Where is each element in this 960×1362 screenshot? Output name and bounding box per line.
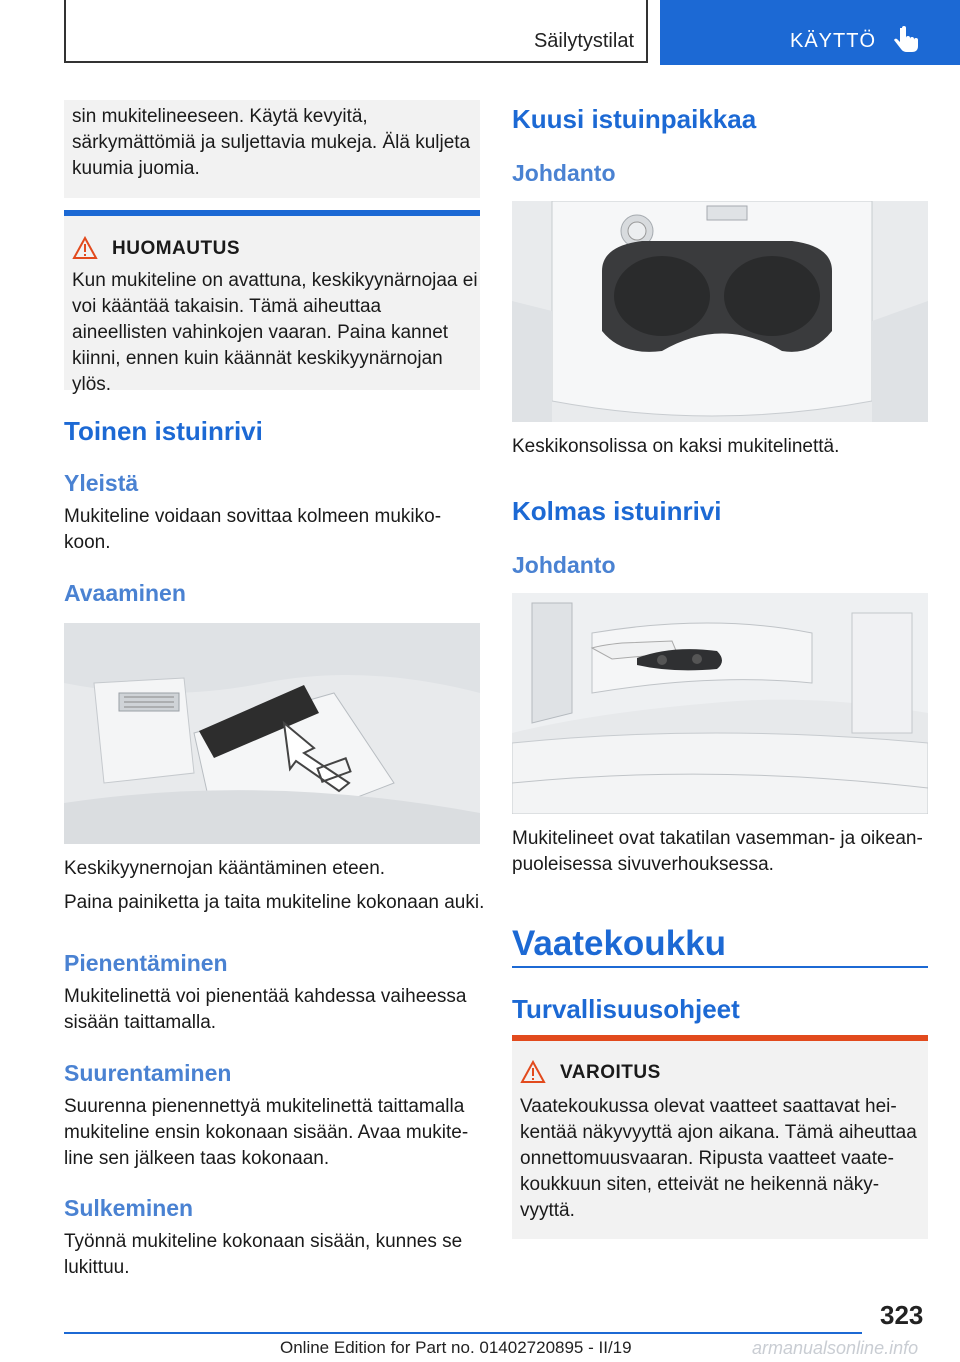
armrest-illustration [64,623,480,844]
notice-title: HUOMAUTUS [112,238,240,259]
six-seats-caption: Keskikonsolissa on kaksi mukitelinettä. [512,436,840,457]
cupholder-console-figure [512,201,928,422]
footer-watermark: armanualsonline.info [752,1338,919,1358]
header-tab-label: KÄYTTÖ [790,30,877,52]
closing-text: Työnnä mukiteline kokonaan sisään, kunnes se lukittuu. [64,1231,463,1278]
footer-edition: Online Edition for Part no. 01402720895 - II/19 [280,1338,632,1357]
header-section-title: Säilytystilat [533,30,634,52]
warning-triangle-icon [520,1060,546,1084]
footer-rule [64,1332,862,1334]
enlarging-text: Suurenna pienennettyä mukitelinettä taittamalla mukiteline ensin kokonaan sisään. Avaa mukiteline sen jälkeen taas kokonaan. [64,1096,469,1169]
section-title-third-row: Kolmas istuinrivi [512,496,722,526]
heading-reducing: Pienentäminen [64,950,228,976]
heading-safety-notes: Turvallisuusohjeet [512,994,740,1024]
opening-text: Paina painiketta ja taita mukiteline kokonaan auki. [64,892,485,913]
cupholder-console-illustration [512,201,928,422]
page-number: 323 [880,1300,924,1330]
heading-enlarging: Suurentaminen [64,1060,232,1086]
armrest-figure [64,623,480,844]
heading-closing: Sulkeminen [64,1195,194,1221]
warning-text: Vaatekoukussa olevat vaatteet saattavat heikentää näkyvyyttä ajon aikana. Tämä aiheuttaa onnettomuusvaaran. Ripusta vaatteet vaatekoukkuun siten, etteivät ne heikennä näkyvyyttä. [520,1096,917,1221]
header-section-box [64,0,648,63]
heading-intro-third-row: Johdanto [512,552,616,578]
section-title-second-row: Toinen istuinrivi [64,416,263,446]
chapter-title-coat-hook: Vaatekoukku [512,924,726,963]
reducing-text: Mukitelinettä voi pienentää kahdessa vaiheessa sisään taittamalla. [64,986,467,1033]
section-title-six-seats: Kuusi istuinpaikkaa [512,104,757,134]
chapter-rule [512,966,928,968]
heading-intro-six-seats: Johdanto [512,160,616,186]
warning-title: VAROITUS [560,1062,661,1083]
general-text: Mukiteline voidaan sovittaa kolmeen mukikokoon. [64,506,442,553]
heading-general: Yleistä [64,470,139,496]
third-row-caption: Mukitelineet ovat takatilan vasemman- ja oikeanpuoleisessa sivuverhouksessa. [512,828,923,875]
opening-caption: Keskikyynernojan kääntäminen eteen. [64,858,386,879]
warning-triangle-icon [72,236,98,260]
hand-pointer-icon [893,26,921,56]
intro-text: sin mukitelineeseen. Käytä kevyitä, särkymättömiä ja suljettavia mukeja. Älä kuljeta kuumia juomia. [72,106,471,179]
side-trim-illustration [512,593,928,814]
notice-text: Kun mukiteline on avattuna, keskikyynärnojaa ei voi kääntää takaisin. Tämä aiheuttaa aineellisten vahinkojen vaaran. Paina kannet kiinni, ennen kuin käännät keskikyynärnojan ylös. [72,270,478,395]
heading-opening: Avaaminen [64,580,186,606]
side-trim-figure [512,593,928,814]
